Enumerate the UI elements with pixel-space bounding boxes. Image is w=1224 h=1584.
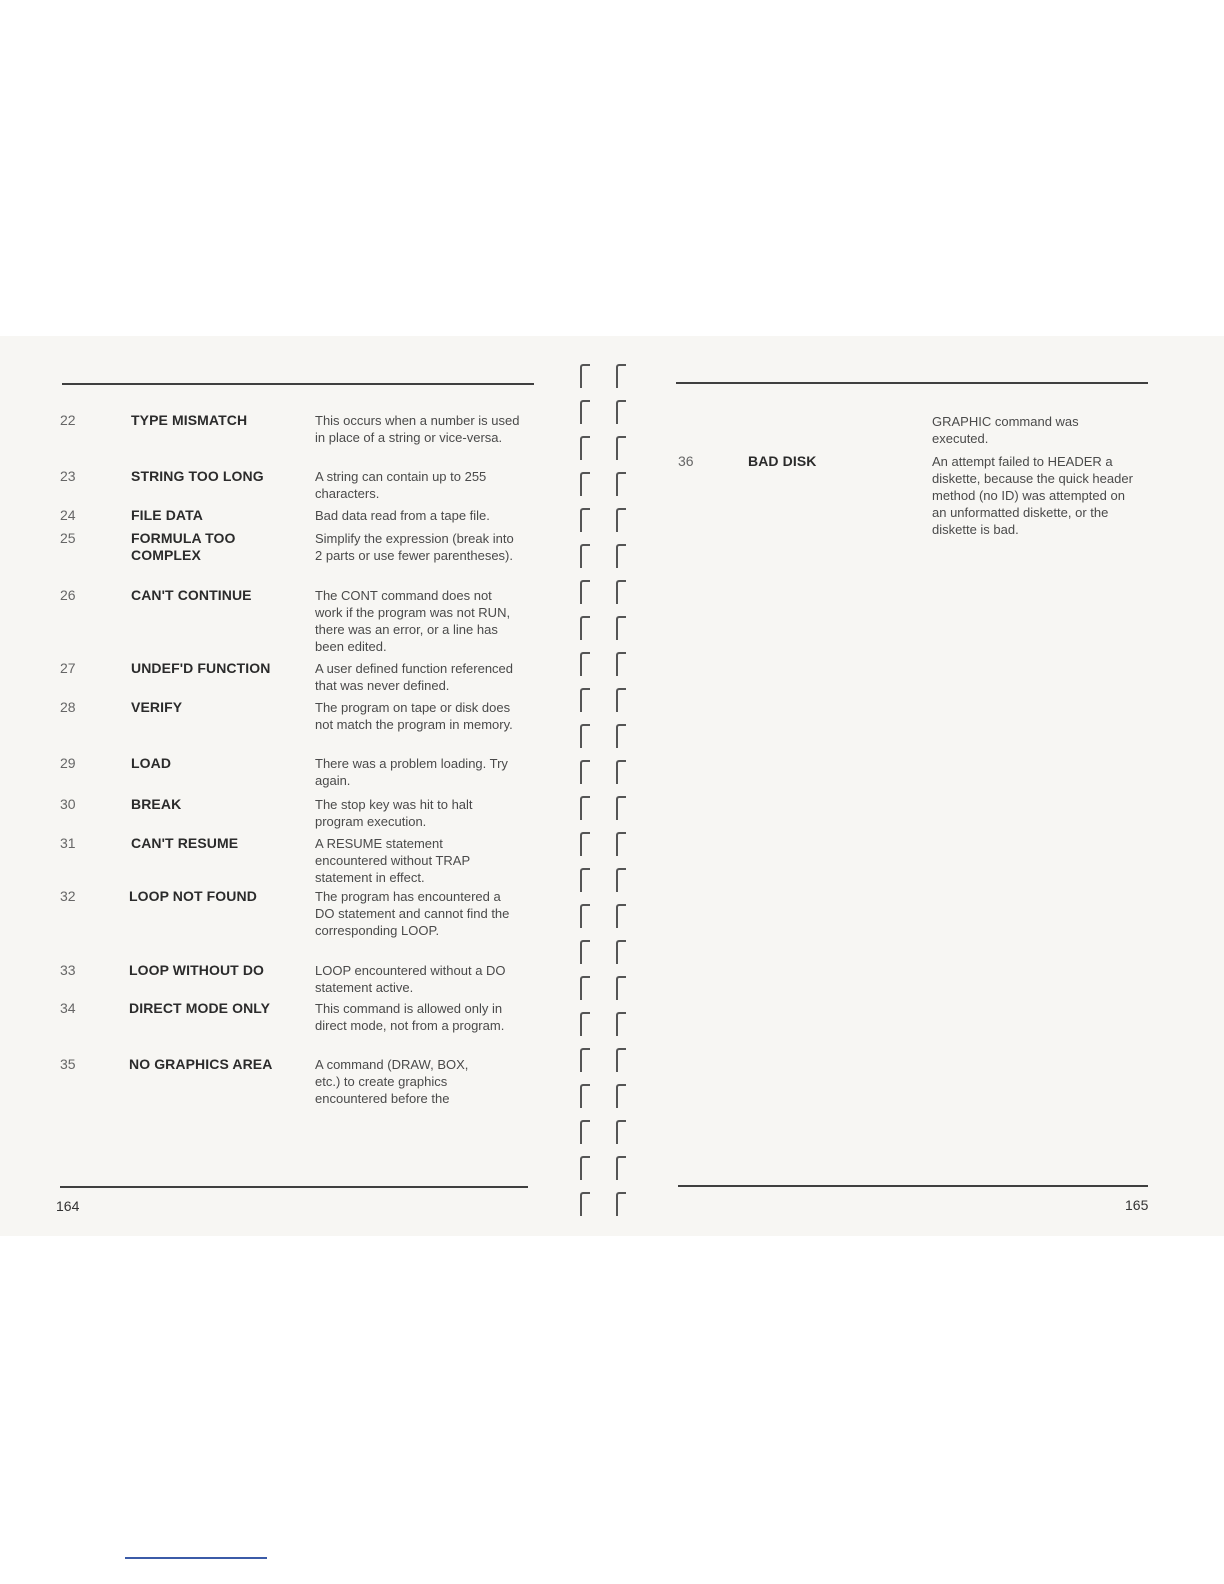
binding-coil [570,612,640,642]
error-name: BREAK [131,796,182,812]
error-description: The CONT command does not work if the program was not RUN, there was an error, or a line has been edited. [315,588,511,654]
binding-coil [570,432,640,462]
error-number: 36 [678,453,694,469]
top-rule [676,382,1148,384]
error-number: 23 [60,468,76,484]
error-description: This command is allowed only in direct mode, not from a program. [315,1001,505,1033]
binding-coil [570,972,640,1002]
binding-coil [570,540,640,570]
left-page [0,336,560,1236]
binding-coil [570,720,640,750]
binding-coil [570,936,640,966]
error-name: FILE DATA [131,507,203,523]
error-name: UNDEF'D FUNCTION [131,660,271,676]
page-number: 164 [56,1198,80,1214]
error-name: LOOP NOT FOUND [129,888,257,904]
binding-coil [570,864,640,894]
error-description: A user defined function referenced that was never defined. [315,661,514,693]
error-number: 30 [60,796,76,812]
error-description: An attempt failed to HEADER a diskette, because the quick header method (no ID) was attempted on an unformatted diskette, or the diskette is bad. [932,454,1133,537]
binding-coil [570,1080,640,1110]
binding-coil [570,396,640,426]
error-name: DIRECT MODE ONLY [129,1000,271,1016]
error-name: FORMULA TOO COMPLEX [131,530,236,563]
error-name: CAN'T CONTINUE [131,587,252,603]
binding-coil [570,504,640,534]
error-number: 28 [60,699,76,715]
binding-coil [570,1152,640,1182]
top-rule [62,383,534,385]
error-name: STRING TOO LONG [131,468,264,484]
error-name: LOAD [131,755,172,771]
binding-coil [570,1188,640,1218]
footer-line [125,1557,267,1559]
error-description: A command (DRAW, BOX, etc.) to create graphics encountered before the [315,1057,469,1106]
error-description: The stop key was hit to halt program execution. [315,797,473,829]
error-number: 33 [60,962,76,978]
binding-coil [570,648,640,678]
error-number: 22 [60,412,76,428]
error-description: There was a problem loading. Try again. [315,756,508,788]
binding-coil [570,828,640,858]
binding-coil [570,1008,640,1038]
error-name: VERIFY [131,699,183,715]
error-name: TYPE MISMATCH [131,412,248,428]
page-number: 165 [1125,1197,1149,1213]
spiral-binding [570,360,640,1220]
error-name: LOOP WITHOUT DO [129,962,265,978]
error-description: LOOP encountered without a DO statement active. [315,963,506,995]
error-name: CAN'T RESUME [131,835,239,851]
error-number: 25 [60,530,76,546]
binding-coil [570,360,640,390]
error-name: NO GRAPHICS AREA [129,1056,273,1072]
right-page [660,336,1224,1236]
bottom-rule [678,1185,1148,1187]
bottom-rule [60,1186,528,1188]
error-name: BAD DISK [748,453,817,469]
error-number: 24 [60,507,76,523]
error-description: This occurs when a number is used in place of a string or vice-versa. [315,413,520,445]
binding-coil [570,576,640,606]
error-description: Bad data read from a tape file. [315,508,490,523]
error-number: 27 [60,660,76,676]
binding-coil [570,1116,640,1146]
binding-coil [570,1044,640,1074]
error-description: A RESUME statement encountered without TRAP statement in effect. [315,836,470,885]
error-number: 35 [60,1056,76,1072]
error-description: Simplify the expression (break into 2 parts or use fewer parentheses). [315,531,514,563]
binding-coil [570,792,640,822]
error-number: 26 [60,587,76,603]
binding-coil [570,900,640,930]
error-number: 32 [60,888,76,904]
error-number: 29 [60,755,76,771]
binding-coil [570,468,640,498]
error-number: 31 [60,835,76,851]
continued-description: GRAPHIC command was executed. [932,414,1079,446]
error-description: The program has encountered a DO statement and cannot find the corresponding LOOP. [315,889,510,938]
binding-coil [570,684,640,714]
error-description: A string can contain up to 255 characters. [315,469,487,501]
error-number: 34 [60,1000,76,1016]
binding-coil [570,756,640,786]
error-description: The program on tape or disk does not match the program in memory. [315,700,513,732]
